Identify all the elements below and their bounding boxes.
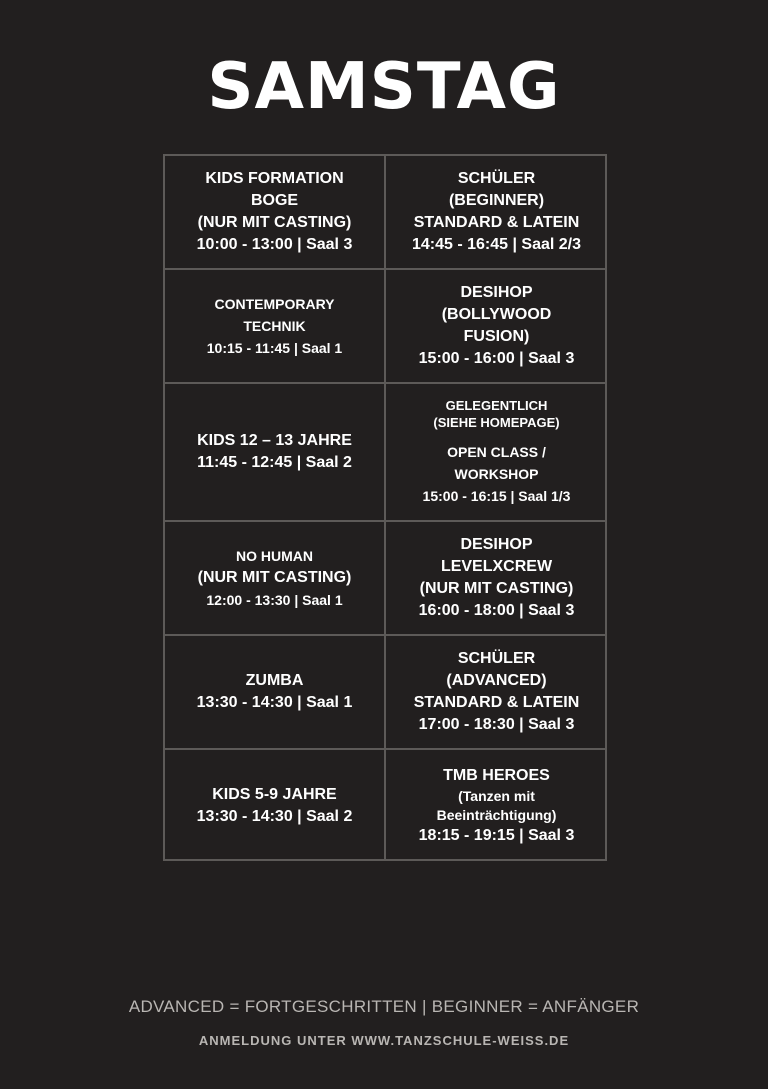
class-level: (ADVANCED) [446,672,547,689]
class-name: (BOLLYWOOD [441,306,552,323]
class-note: (NUR MIT CASTING) [197,214,352,231]
class-name: WORKSHOP [454,466,539,482]
class-style: STANDARD & LATEIN [413,214,580,231]
class-note: (Tanzen mit [458,787,535,804]
class-time: 13:30 - 14:30 | Saal 1 [196,694,353,711]
class-note: (SIEHE HOMEPAGE) [433,415,560,430]
schedule-table [163,154,607,861]
class-name: CONTEMPORARY [214,296,335,312]
class-name: DESIHOP [460,284,533,301]
page-title: SAMSTAG [207,50,561,124]
class-time: 15:00 - 16:15 | Saal 1/3 [422,488,571,504]
class-name: DESIHOP [460,536,533,553]
class-note: GELEGENTLICH [445,398,548,413]
schedule-cell [165,636,386,750]
class-time: 10:15 - 11:45 | Saal 1 [206,340,343,356]
class-name: NO HUMAN [236,548,313,564]
schedule-cell [386,750,607,861]
schedule-cell [165,750,386,861]
class-level: (BEGINNER) [448,192,545,209]
schedule-cell [386,156,607,270]
schedule-cell [386,522,607,636]
class-style: STANDARD & LATEIN [413,694,580,711]
class-note: (NUR MIT CASTING) [419,580,574,597]
class-time: 14:45 - 16:45 | Saal 2/3 [411,236,582,253]
schedule-cell [165,270,386,384]
schedule-cell [386,384,607,522]
class-name: FUSION) [463,328,530,345]
schedule-cell [386,270,607,384]
class-time: 13:30 - 14:30 | Saal 2 [196,807,353,825]
class-name: TECHNIK [243,318,306,334]
class-time: 18:15 - 19:15 | Saal 3 [418,826,575,844]
class-time: 11:45 - 12:45 | Saal 2 [197,454,352,471]
schedule-cell [165,156,386,270]
class-name: SCHÜLER [457,650,536,667]
class-name: KIDS FORMATION [205,170,344,187]
class-name: LEVELXCREW [440,558,553,575]
registration-note: ANMELDUNG UNTER WWW.TANZSCHULE-WEISS.DE [198,1033,570,1048]
class-name: BOGE [250,192,299,209]
class-note: (NUR MIT CASTING) [197,569,352,586]
schedule-cell [165,384,386,522]
class-name: ZUMBA [245,672,304,689]
class-name: KIDS 12 – 13 JAHRE [197,432,352,449]
class-name: TMB HEROES [443,766,550,784]
schedule-cell [386,636,607,750]
class-time: 17:00 - 18:30 | Saal 3 [418,716,575,733]
class-time: 15:00 - 16:00 | Saal 3 [418,350,575,367]
schedule-cell [165,522,386,636]
class-time: 12:00 - 13:30 | Saal 1 [206,592,343,608]
class-name: SCHÜLER [457,170,536,187]
level-legend: ADVANCED = FORTGESCHRITTEN | BEGINNER = ANFÄNGER [128,997,640,1016]
class-time: 10:00 - 13:00 | Saal 3 [196,236,353,253]
class-note: Beeinträchtigung) [436,806,557,823]
class-name: KIDS 5-9 JAHRE [212,785,337,803]
class-time: 16:00 - 18:00 | Saal 3 [418,602,575,619]
class-name: OPEN CLASS / [447,444,546,460]
